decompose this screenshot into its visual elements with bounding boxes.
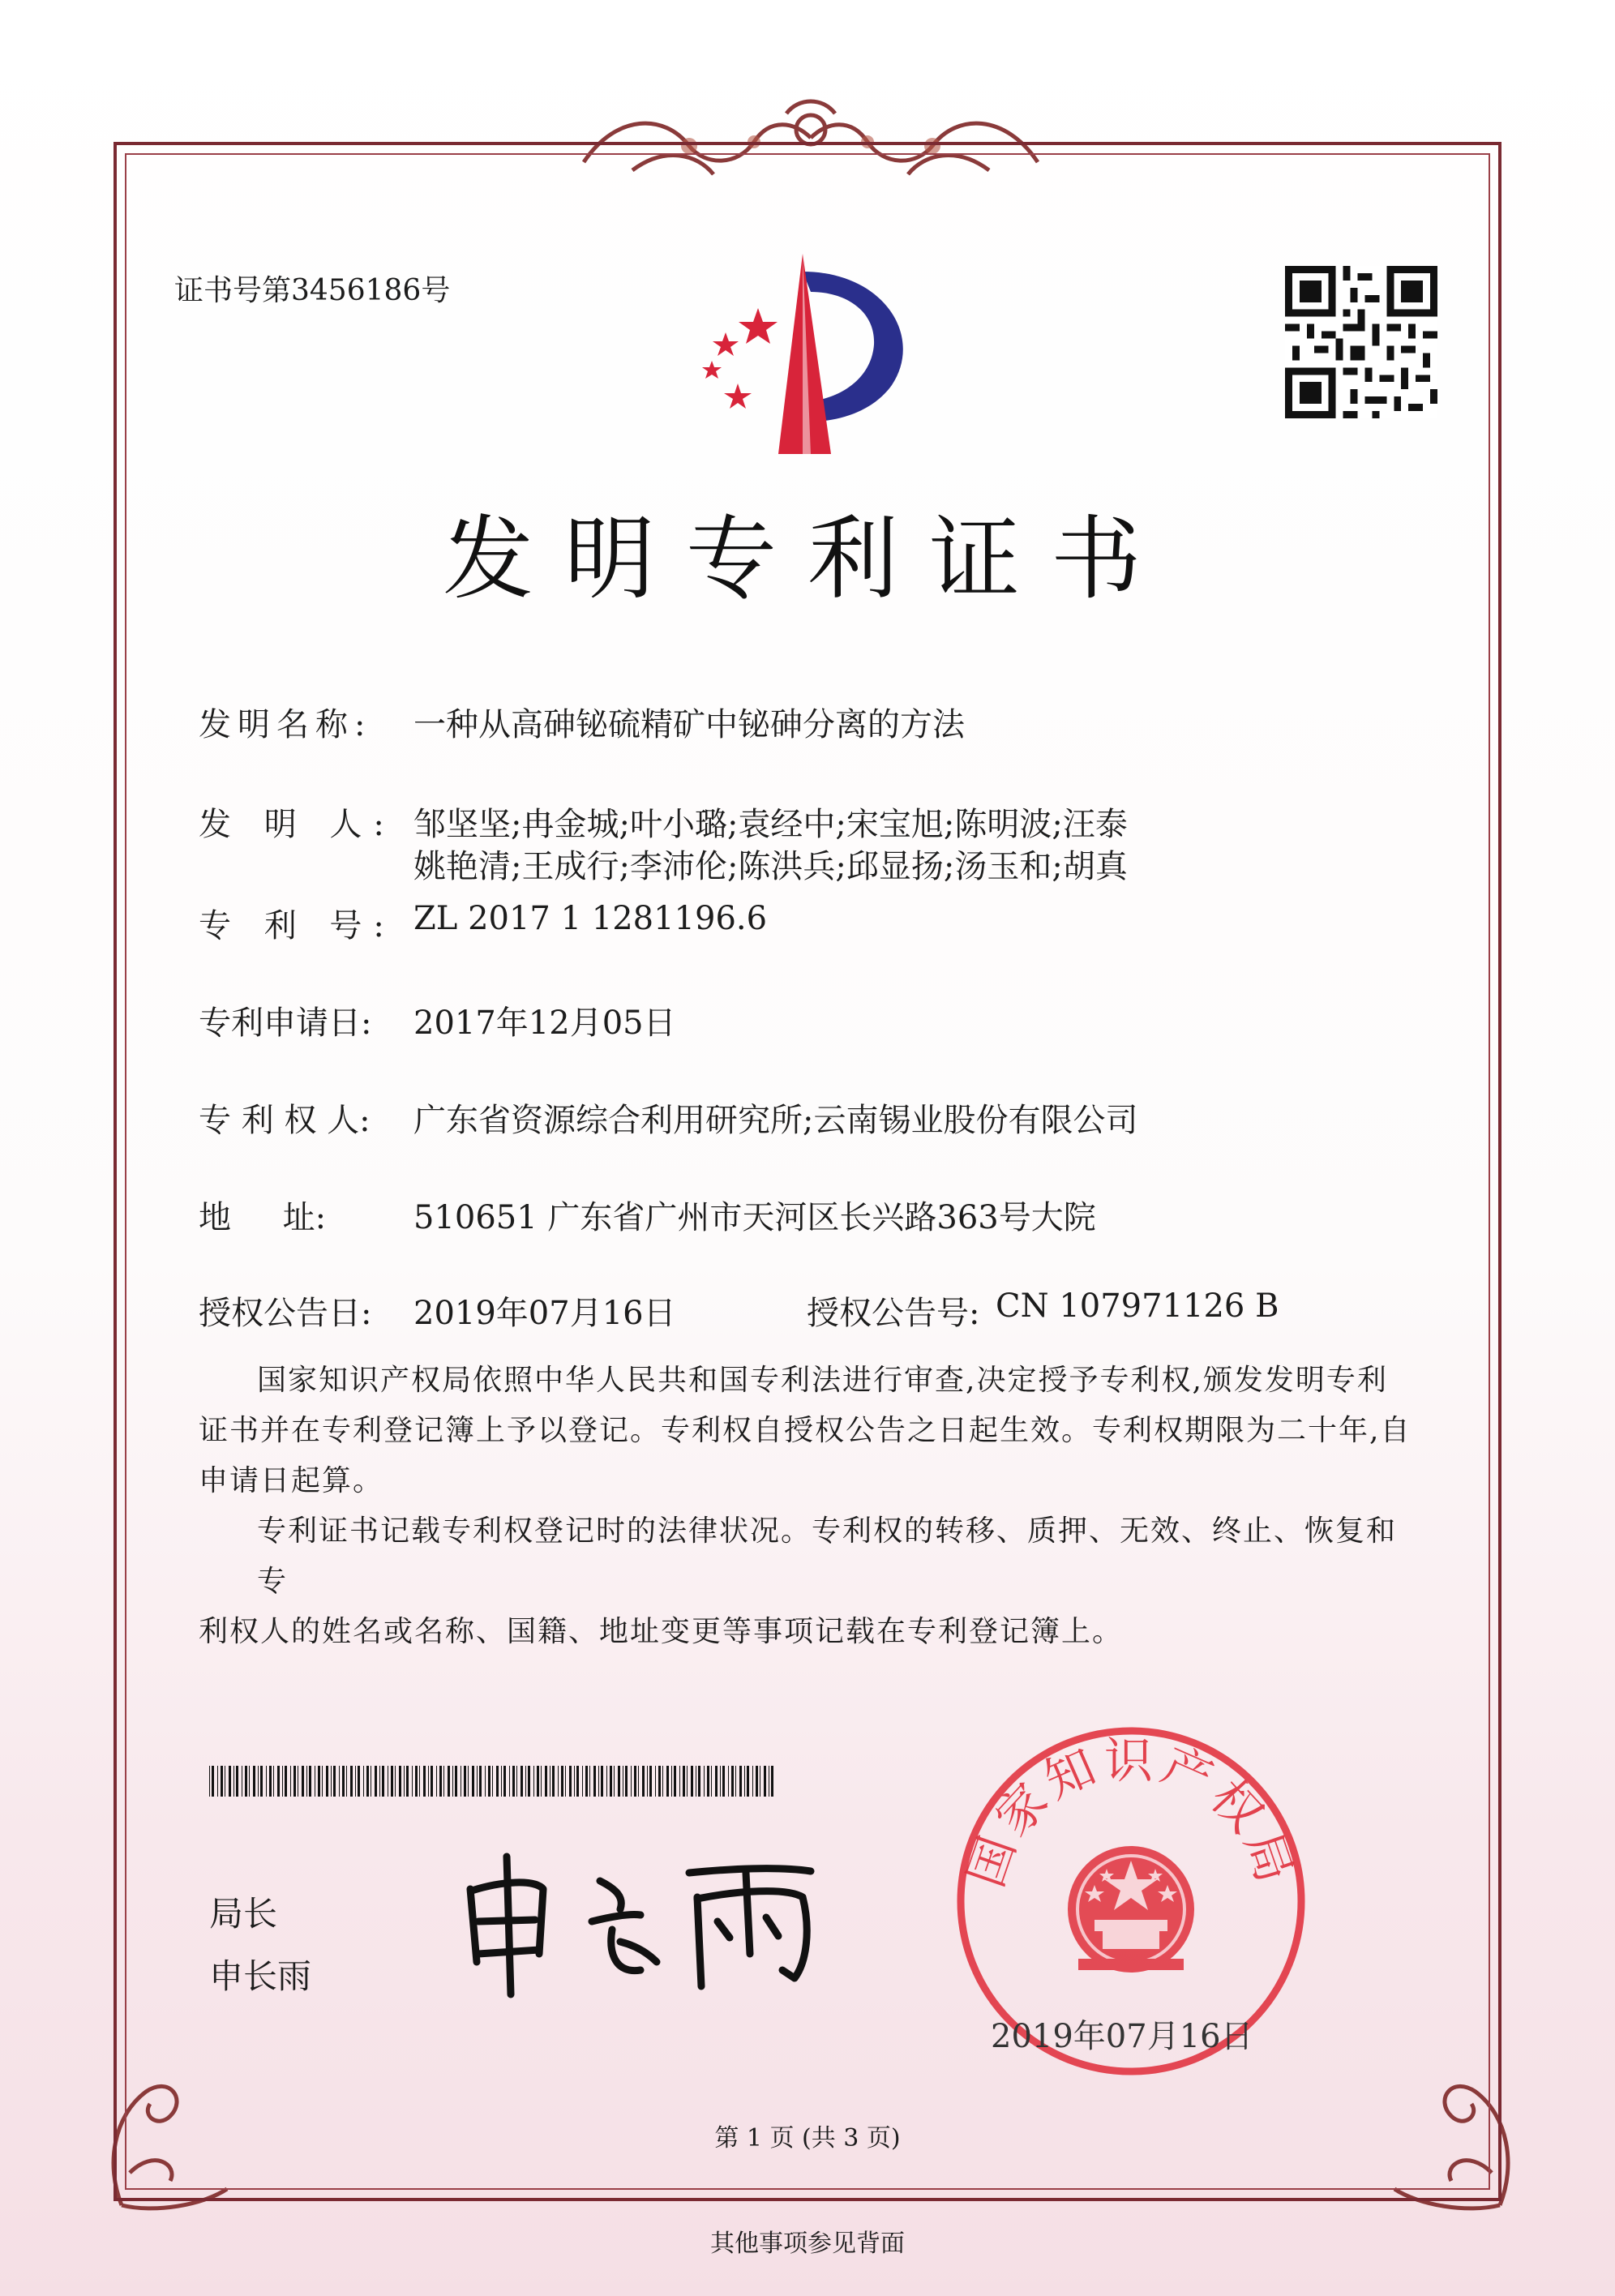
- grant-date: 2019年07月16日: [413, 1295, 676, 1332]
- patentee: 广东省资源综合利用研究所;云南锡业股份有限公司: [413, 1102, 1138, 1139]
- qr-code: [1285, 266, 1437, 418]
- paragraph-line: 利权人的姓名或名称、国籍、地址变更等事项记载在专利登记簿上。: [199, 1615, 1124, 1648]
- back-note: 其他事项参见背面: [710, 2230, 905, 2258]
- paragraph-line: 证书并在专利登记簿上予以登记。专利权自授权公告之日起生效。专利权期限为二十年,自: [199, 1414, 1412, 1447]
- filing-date: 2017年12月05日: [413, 1004, 676, 1042]
- paragraph-line: 国家知识产权局依照中华人民共和国专利法进行审查,决定授予专利权,颁发发明专利: [257, 1364, 1388, 1397]
- invention-name: 一种从高砷铋硫精矿中铋砷分离的方法: [413, 706, 965, 743]
- statement-paragraph-2: [199, 1506, 1415, 1657]
- inventor-label: 发 明 人:: [199, 806, 396, 843]
- inventors-line-2: 姚艳清;王成行;李沛伦;陈洪兵;邱显扬;汤玉和;胡真: [413, 848, 1128, 885]
- barcode: [209, 1766, 777, 1797]
- grant-date-label: 授权公告日:: [199, 1295, 372, 1332]
- address-label: 地 址:: [199, 1199, 327, 1236]
- seal-date: 2019年07月16日: [991, 2018, 1253, 2055]
- filing-date-label: 专利申请日:: [199, 1004, 372, 1042]
- invention-name-label: 发明名称:: [199, 706, 372, 743]
- certificate-number: 证书号第3456186号: [174, 274, 451, 307]
- patent-number-label: 专 利 号:: [199, 907, 396, 945]
- patentee-label: 专 利 权 人:: [199, 1102, 371, 1139]
- seal-text: 国家知识产权局: [957, 1733, 1305, 1895]
- cnipa-logo: [681, 247, 932, 458]
- patent-number: ZL 2017 1 1281196.6: [413, 900, 768, 937]
- grant-number-label: 授权公告号:: [807, 1295, 980, 1332]
- page-indicator: 第 1 页 (共 3 页): [714, 2124, 901, 2152]
- director-title: 局长: [209, 1894, 278, 1934]
- handwritten-signature: [454, 1840, 827, 2003]
- address: 510651 广东省广州市天河区长兴路363号大院: [413, 1199, 1096, 1236]
- grant-number: CN 107971126 B: [996, 1287, 1279, 1325]
- statement-paragraph-1: [199, 1356, 1415, 1506]
- inventors-line-1: 邹坚坚;冉金城;叶小璐;袁经中;宋宝旭;陈明波;汪泰: [413, 806, 1128, 843]
- paragraph-line: 专利证书记载专利权登记时的法律状况。专利权的转移、质押、无效、终止、恢复和专: [257, 1514, 1398, 1598]
- director-name: 申长雨: [209, 1956, 312, 1996]
- paragraph-line: 申请日起算。: [199, 1464, 384, 1497]
- certificate-title: 发明专利证书: [443, 507, 1172, 612]
